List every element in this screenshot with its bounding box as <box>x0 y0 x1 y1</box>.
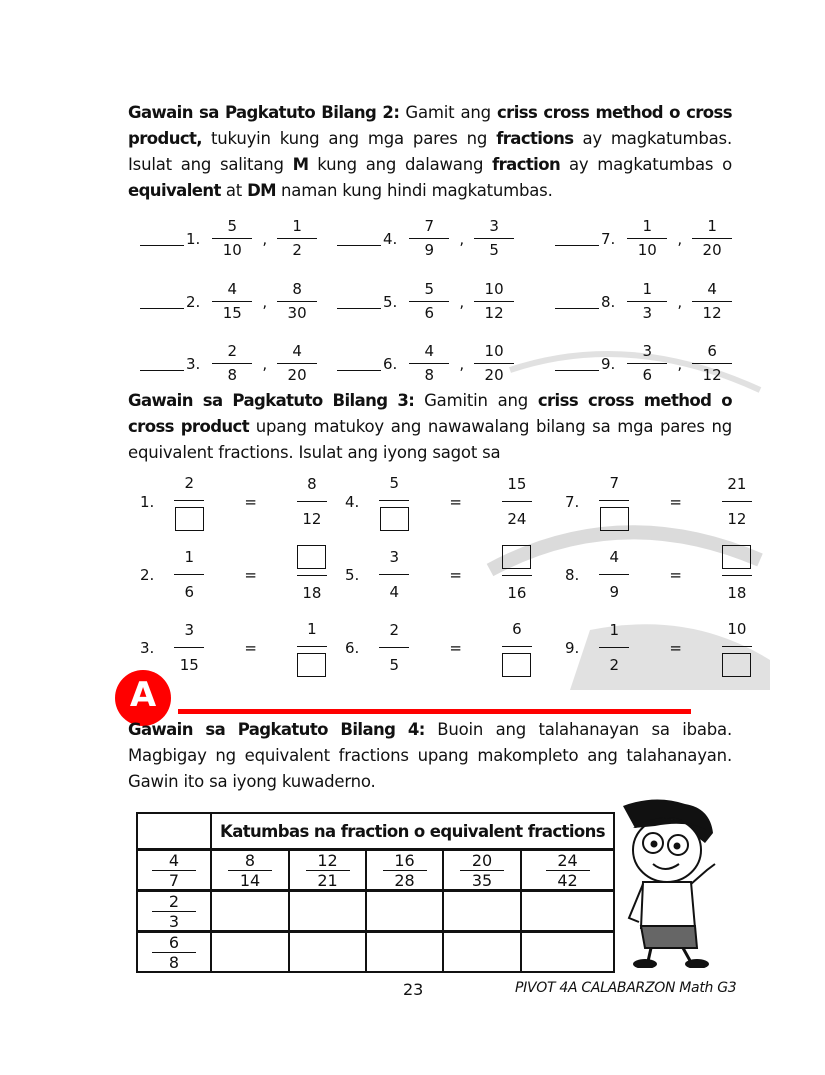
fraction-bar <box>599 574 629 575</box>
denominator: 12 <box>302 510 322 528</box>
numerator: 3 <box>389 548 400 566</box>
fraction-bar <box>722 575 752 576</box>
numerator: 4 <box>707 280 717 298</box>
fraction-bar <box>212 301 252 302</box>
answer-blank[interactable] <box>555 356 599 371</box>
fraction <box>277 342 317 385</box>
base-fraction-cell <box>137 932 211 973</box>
numerator: 3 <box>489 217 499 235</box>
denominator: 20 <box>287 366 307 384</box>
answer-box[interactable] <box>722 545 751 569</box>
base-fraction-cell <box>137 850 211 891</box>
fraction <box>383 852 427 889</box>
section-badge: A <box>115 670 171 726</box>
fraction <box>212 280 252 323</box>
numerator: 5 <box>227 217 238 235</box>
match-item <box>555 342 738 385</box>
numerator: 1 <box>292 217 302 235</box>
equals-sign: = <box>669 492 682 511</box>
item-number: 4. <box>383 229 398 248</box>
denominator: 2 <box>292 241 302 259</box>
item-number: 9. <box>601 354 616 373</box>
equals-sign: = <box>449 565 462 584</box>
denominator: 8 <box>424 366 435 384</box>
answer-blank[interactable] <box>337 294 381 309</box>
item-number: 1. <box>186 229 201 248</box>
equivalent-cell[interactable] <box>521 932 614 973</box>
fraction <box>502 618 532 677</box>
item-number: 7. <box>601 229 616 248</box>
equivalent-cell[interactable] <box>211 932 289 973</box>
activity-4-title: Gawain sa Pagkatuto Bilang 4: <box>128 720 425 739</box>
numerator: 5 <box>389 474 400 492</box>
fraction <box>722 545 752 604</box>
numerator: 8 <box>307 475 317 493</box>
fraction <box>692 217 732 260</box>
numerator: 2 <box>389 621 400 639</box>
denominator: 9 <box>609 583 620 601</box>
numerator: 10 <box>484 280 504 298</box>
answer-box[interactable] <box>380 507 409 531</box>
fraction <box>692 342 732 385</box>
numerator: 1 <box>642 280 653 298</box>
numerator: 1 <box>609 621 620 639</box>
fraction <box>722 618 752 677</box>
fraction-bar <box>692 363 732 364</box>
item-number: 6. <box>345 638 360 657</box>
equals-sign: = <box>669 638 682 657</box>
numerator: 20 <box>471 851 493 870</box>
activity-2-title: Gawain sa Pagkatuto Bilang 2: <box>128 103 400 122</box>
table-row <box>137 891 614 932</box>
missing-number-item <box>140 618 341 677</box>
denominator: 12 <box>484 304 504 322</box>
section-divider <box>178 709 691 714</box>
denominator: 5 <box>489 241 499 259</box>
fraction-bar <box>474 363 514 364</box>
fraction <box>409 280 449 323</box>
fraction <box>306 852 350 889</box>
missing-number-item <box>565 472 766 531</box>
equivalent-cell <box>211 850 289 891</box>
numerator: 6 <box>168 933 180 952</box>
table-header: Katumbas na fraction o equivalent fractions <box>211 813 614 850</box>
fraction <box>212 217 252 260</box>
fraction-bar <box>212 363 252 364</box>
fraction <box>379 619 409 676</box>
equivalent-cell <box>289 850 366 891</box>
fraction-bar <box>174 574 204 575</box>
item-number: 9. <box>565 638 580 657</box>
fraction-bar <box>277 363 317 364</box>
table-row <box>137 932 614 973</box>
match-item <box>140 217 323 260</box>
numerator: 7 <box>609 474 620 492</box>
numerator: 2 <box>227 342 238 360</box>
fraction-bar <box>277 238 317 239</box>
activity-3-instructions: Gawain sa Pagkatuto Bilang 3: Gamitin ang criss cross method o cross product upang matukoy ang nawawalang bilang sa mga pares ng equivalent fractions. Isulat ang iyong sagot sa <box>128 391 732 462</box>
numerator: 3 <box>184 621 195 639</box>
fraction <box>627 280 667 323</box>
item-number: 5. <box>383 292 398 311</box>
numerator: 7 <box>424 217 435 235</box>
item-number: 7. <box>565 492 580 511</box>
fraction <box>297 473 327 530</box>
equals-sign: = <box>669 565 682 584</box>
denominator: 21 <box>317 871 338 890</box>
missing-number-item <box>565 545 766 604</box>
numerator: 1 <box>642 217 653 235</box>
fraction-bar <box>277 301 317 302</box>
denominator: 8 <box>227 366 238 384</box>
base-fraction-cell <box>137 891 211 932</box>
denominator: 15 <box>179 656 199 674</box>
fraction-bar <box>599 500 629 501</box>
equals-sign: = <box>244 638 257 657</box>
answer-box[interactable] <box>600 507 629 531</box>
page-number: 23 <box>403 980 424 999</box>
numerator: 1 <box>184 548 195 566</box>
fraction-bar <box>692 238 732 239</box>
activity-2-instructions: Gawain sa Pagkatuto Bilang 2: Gamit ang criss cross method o cross product, tukuyin kung ang mga pares ng fractions ay magkatumbas. Isulat ang salitang M kung ang dalawang fraction ay magkatumbas o equivalent at DM naman kung hindi magkatumbas. <box>128 103 732 200</box>
match-item <box>555 280 738 323</box>
fraction <box>474 342 514 385</box>
fraction <box>599 472 629 531</box>
equivalent-cell <box>443 850 521 891</box>
equivalent-cell[interactable] <box>289 891 366 932</box>
fraction-bar <box>502 501 532 502</box>
equivalent-cell[interactable] <box>443 932 521 973</box>
match-item <box>337 280 520 323</box>
fraction <box>474 280 514 323</box>
denominator: 12 <box>702 366 722 384</box>
denominator: 6 <box>184 583 195 601</box>
fraction <box>379 472 409 531</box>
missing-number-item <box>345 618 546 677</box>
numerator: 15 <box>507 475 527 493</box>
fraction <box>546 852 590 889</box>
fraction-bar <box>474 301 514 302</box>
match-item <box>140 280 323 323</box>
answer-blank[interactable] <box>337 231 381 246</box>
denominator: 18 <box>727 584 747 602</box>
numerator: 8 <box>244 851 256 870</box>
numerator: 4 <box>168 851 180 870</box>
fraction-bar <box>297 575 327 576</box>
match-item <box>555 217 738 260</box>
numerator: 6 <box>512 620 522 638</box>
fraction-bar <box>379 500 409 501</box>
activity-3-title: Gawain sa Pagkatuto Bilang 3: <box>128 391 415 410</box>
fraction <box>599 619 629 676</box>
fraction-bar <box>722 501 752 502</box>
fraction <box>277 280 317 323</box>
numerator: 1 <box>707 217 717 235</box>
denominator: 30 <box>287 304 307 322</box>
numerator: 10 <box>484 342 504 360</box>
item-number: 8. <box>601 292 616 311</box>
numerator: 4 <box>609 548 620 566</box>
answer-box[interactable] <box>297 653 326 677</box>
denominator: 20 <box>484 366 504 384</box>
answer-box[interactable] <box>175 507 204 531</box>
fraction-bar <box>409 363 449 364</box>
fraction-bar <box>692 301 732 302</box>
fraction-bar <box>379 647 409 648</box>
denominator: 15 <box>222 304 242 322</box>
comma: , <box>262 354 268 373</box>
fraction <box>379 546 409 603</box>
fraction-bar <box>502 575 532 576</box>
item-number: 5. <box>345 565 360 584</box>
denominator: 16 <box>507 584 527 602</box>
denominator: 18 <box>302 584 322 602</box>
denominator: 28 <box>394 871 415 890</box>
denominator: 3 <box>168 912 180 931</box>
fraction-bar <box>297 501 327 502</box>
fraction <box>722 473 752 530</box>
numerator: 12 <box>317 851 338 870</box>
numerator: 4 <box>424 342 435 360</box>
denominator: 20 <box>702 241 722 259</box>
answer-blank[interactable] <box>337 356 381 371</box>
fraction <box>152 852 196 889</box>
equivalent-cell[interactable] <box>521 891 614 932</box>
equals-sign: = <box>449 492 462 511</box>
equivalent-cell <box>521 850 614 891</box>
comma: , <box>459 354 465 373</box>
equals-sign: = <box>244 492 257 511</box>
fraction <box>409 217 449 260</box>
numerator: 21 <box>727 475 747 493</box>
denominator: 24 <box>507 510 527 528</box>
match-item <box>337 217 520 260</box>
fraction <box>627 217 667 260</box>
missing-number-item <box>140 472 341 531</box>
comma: , <box>459 292 465 311</box>
answer-box[interactable] <box>502 653 531 677</box>
fraction <box>297 545 327 604</box>
fraction <box>627 342 667 385</box>
comma: , <box>459 229 465 248</box>
denominator: 12 <box>702 304 722 322</box>
fraction <box>502 545 532 604</box>
denominator: 9 <box>424 241 435 259</box>
comma: , <box>677 292 683 311</box>
item-number: 3. <box>140 638 155 657</box>
fraction <box>152 893 196 930</box>
answer-blank[interactable] <box>140 294 184 309</box>
fraction <box>174 546 204 603</box>
numerator: 1 <box>307 620 317 638</box>
missing-number-item <box>345 472 546 531</box>
denominator: 3 <box>642 304 653 322</box>
answer-blank[interactable] <box>140 356 184 371</box>
denominator: 42 <box>557 871 578 890</box>
denominator: 12 <box>727 510 747 528</box>
fraction-bar <box>599 647 629 648</box>
answer-blank[interactable] <box>555 294 599 309</box>
fraction <box>599 546 629 603</box>
answer-blank[interactable] <box>555 231 599 246</box>
equals-sign: = <box>244 565 257 584</box>
fraction-bar <box>474 238 514 239</box>
numerator: 10 <box>727 620 747 638</box>
table-row <box>137 850 614 891</box>
answer-blank[interactable] <box>140 231 184 246</box>
fraction <box>409 342 449 385</box>
denominator: 7 <box>168 871 180 890</box>
table-corner-cell <box>137 813 211 850</box>
equivalent-cell <box>366 850 443 891</box>
equivalent-cell[interactable] <box>366 932 443 973</box>
item-number: 6. <box>383 354 398 373</box>
fraction <box>297 618 327 677</box>
denominator: 14 <box>239 871 261 890</box>
denominator: 8 <box>168 953 180 972</box>
fraction-bar <box>627 301 667 302</box>
fraction-bar <box>627 238 667 239</box>
boy-illustration <box>615 798 730 968</box>
denominator: 2 <box>609 656 620 674</box>
fraction <box>474 217 514 260</box>
numerator: 5 <box>424 280 435 298</box>
fraction-bar <box>379 574 409 575</box>
equivalent-fractions-table <box>136 812 615 973</box>
equivalent-cell[interactable] <box>211 891 289 932</box>
denominator: 5 <box>389 656 400 674</box>
denominator: 10 <box>222 241 242 259</box>
equivalent-cell[interactable] <box>289 932 366 973</box>
equivalent-cell[interactable] <box>443 891 521 932</box>
numerator: 2 <box>168 892 180 911</box>
fraction <box>692 280 732 323</box>
fraction-bar <box>502 646 532 647</box>
fraction-bar <box>174 500 204 501</box>
fraction-bar <box>409 301 449 302</box>
fraction <box>174 619 204 676</box>
numerator: 2 <box>184 474 195 492</box>
numerator: 8 <box>292 280 302 298</box>
equals-sign: = <box>449 638 462 657</box>
activity-4-instructions: Gawain sa Pagkatuto Bilang 4: Buoin ang talahanayan sa ibaba. Magbigay ng equivalent fractions upang makompleto ang talahanayan. Gawin ito sa iyong kuwaderno. <box>128 720 733 791</box>
numerator: 4 <box>227 280 238 298</box>
fraction <box>212 342 252 385</box>
numerator: 24 <box>557 851 578 870</box>
item-number: 8. <box>565 565 580 584</box>
item-number: 2. <box>140 565 155 584</box>
denominator: 10 <box>637 241 657 259</box>
fraction-bar <box>722 646 752 647</box>
item-number: 4. <box>345 492 360 511</box>
denominator: 4 <box>389 583 400 601</box>
comma: , <box>262 292 268 311</box>
fraction <box>277 217 317 260</box>
numerator: 4 <box>292 342 302 360</box>
numerator: 6 <box>707 342 717 360</box>
match-item <box>337 342 520 385</box>
fraction-bar <box>297 646 327 647</box>
comma: , <box>262 229 268 248</box>
answer-box[interactable] <box>722 653 751 677</box>
item-number: 2. <box>186 292 201 311</box>
fraction-bar <box>627 363 667 364</box>
comma: , <box>677 354 683 373</box>
fraction-bar <box>174 647 204 648</box>
comma: , <box>677 229 683 248</box>
denominator: 35 <box>471 871 493 890</box>
denominator: 6 <box>424 304 435 322</box>
missing-number-item <box>345 545 546 604</box>
equivalent-cell[interactable] <box>366 891 443 932</box>
fraction <box>152 934 196 971</box>
footer-source: PIVOT 4A CALABARZON Math G3 <box>515 980 737 996</box>
match-item <box>140 342 323 385</box>
numerator: 3 <box>642 342 653 360</box>
numerator: 16 <box>394 851 415 870</box>
fraction <box>460 852 504 889</box>
item-number: 1. <box>140 492 155 511</box>
answer-box[interactable] <box>297 545 326 569</box>
fraction-bar <box>212 238 252 239</box>
item-number: 3. <box>186 354 201 373</box>
fraction <box>502 473 532 530</box>
fraction <box>174 472 204 531</box>
missing-number-item <box>565 618 766 677</box>
denominator: 6 <box>642 366 653 384</box>
fraction-bar <box>409 238 449 239</box>
answer-box[interactable] <box>502 545 531 569</box>
missing-number-item <box>140 545 341 604</box>
fraction <box>228 852 272 889</box>
